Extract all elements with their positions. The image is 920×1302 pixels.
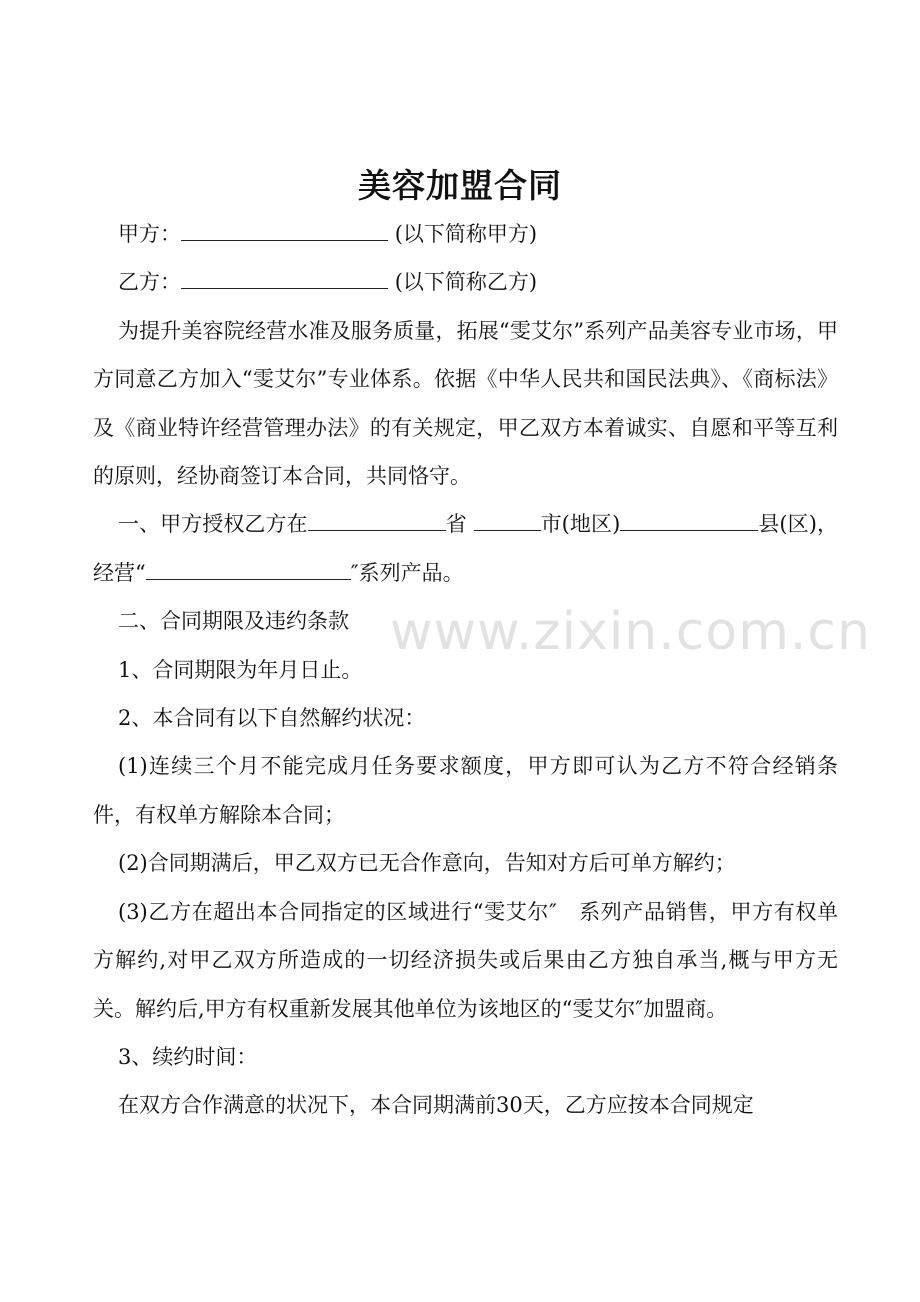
- item-3-text: 在双方合作满意的状况下，本合同期满前30天，乙方应按本合同规定: [118, 1093, 754, 1118]
- party-b-suffix: (以下简称乙方): [394, 270, 538, 295]
- party-b-blank: [181, 270, 388, 289]
- clause-1: [93, 500, 838, 597]
- clause-1-text-e: ″系列产品。: [350, 560, 464, 585]
- party-b-label: 乙方：: [118, 270, 181, 295]
- province-blank: [308, 512, 446, 531]
- document-body: [93, 210, 838, 1130]
- product-blank: [146, 561, 351, 580]
- party-a-line: [93, 210, 838, 258]
- item-2-3: (3)乙方在超出本合同指定的区域进行“雯艾尔″ 系列产品销售，甲方有权单方解约,对甲乙双方所造成的一切经济损失或后果由乙方独自承当,概与甲方无关。解约后,甲方有权重新发展其他单位为该地区的“雯艾尔″加盟商。: [93, 899, 838, 1021]
- party-a-label: 甲方：: [118, 222, 181, 246]
- clause-1-text-c: 市(地区): [540, 512, 621, 537]
- clause-2-heading: 二、合同期限及违约条款: [118, 609, 349, 634]
- party-a-blank: [181, 222, 388, 241]
- city-blank: [474, 512, 541, 531]
- item-3: 3、续约时间：: [118, 1044, 258, 1069]
- intro-paragraph: 为提升美容院经营水准及服务质量，拓展“雯艾尔”系列产品美容专业市场，甲方同意乙方加入“雯艾尔”专业体系。依据《中华人民共和国民法典》、《商标法》及《商业特许经营管理办法》的有关规定，甲乙双方本着诚实、自愿和平等互利的原则，经协商签订本合同，共同恪守。: [93, 318, 838, 489]
- party-b-line: [93, 258, 838, 306]
- clause-1-text-b: 省: [445, 512, 467, 537]
- document-title: 美容加盟合同: [358, 166, 562, 205]
- clause-1-text-d: 县(区)，经营“: [93, 512, 838, 585]
- item-2-2: (2)合同期满后，甲乙双方已无合作意向，告知对方后可单方解约；: [118, 851, 736, 876]
- clause-1-text-a: 一、甲方授权乙方在: [118, 512, 308, 537]
- party-a-suffix: (以下简称甲方): [394, 222, 538, 246]
- watermark: www.zixin.com.cn: [390, 602, 871, 662]
- item-2: 2、本合同有以下自然解约状况：: [118, 706, 426, 731]
- item-1: 1、合同期限为年月日止。: [118, 657, 363, 682]
- item-2-1: (1)连续三个月不能完成月任务要求额度，甲方即可认为乙方不符合经销条件，有权单方解除本合同；: [93, 754, 838, 827]
- county-blank: [620, 512, 758, 531]
